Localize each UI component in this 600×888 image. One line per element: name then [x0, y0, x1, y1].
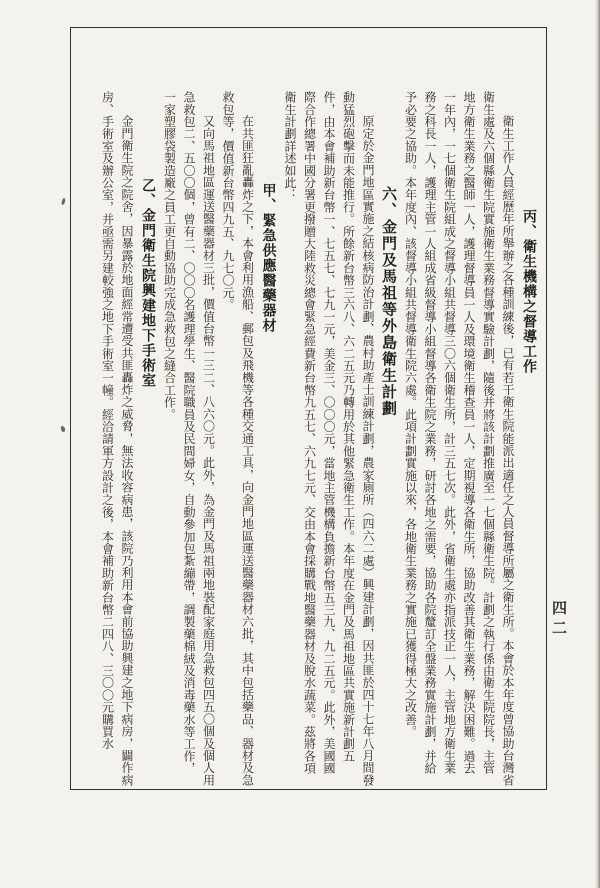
text-block	[82, 91, 540, 786]
section-heading-supervision: 丙、衛生機構之督導工作	[521, 208, 537, 374]
scan-speck	[60, 426, 65, 433]
page-number: 四二	[550, 600, 568, 640]
paragraph-medical-supplies-2: 又向馬祖地區運送醫藥器材三批，價值台幣一三二、八六〇元。此外，為金門及馬祖兩地裝配家庭用急救包四五〇個及個人用急救包二、五〇〇個，曾有二、〇〇〇名護理學生、醫院職員及民間婦女，自動參加包紮繃帶，調製藥棉絨及消毒藥水等工作，一家塑膠袋製造廠之員工更自動協助完成急救包之縫合工作。	[162, 91, 216, 786]
section-heading-emergency-medical-supplies: 甲、緊急供應醫藥器材	[260, 183, 277, 334]
paragraph-medical-supplies-1: 在共匪狂亂轟炸之下，本會利用漁船、郵包及飛機等各種交通工具，向金門地區運送醫藥器材六批，其中包括藥品、器材及急救包等，價值新台幣四九五、九七〇元。	[221, 91, 255, 786]
scan-speck	[61, 198, 66, 206]
section-heading-underground-operating-room: 乙、金門衛生院興建地下手術室	[140, 177, 156, 388]
section-heading-offshore-islands: 六、金門及馬祖等外島衛生計劃	[380, 185, 398, 417]
paragraph-offshore-body: 原定於金門地區實施之結核病防治計劃、農村助產士訓練計劃，農家廁所（四六二處）興建計劃，因共匪於四十七年八月間發動猛烈砲擊而未能推行。所餘新台幣三六八、六二五元乃轉用於其他緊急衛生工作。本年度在金門及馬祖地區共實施新計劃五件，由本會補助新台幣一、七五七、七九一元，美金三、〇〇〇元，當地主管機構負擔新台幣五三九、九二五元。此外，美國國際合作總署中國分署更撥贈大陸救災總會緊急經費新台幣九五七、六九七元、交由本會採購戰地醫藥器材及脫水蔬菜。茲將各項衛生計劃詳述如此：	[283, 91, 375, 786]
scan-edge-shadow	[595, 0, 600, 888]
paragraph-underground-or-body: 金門衛生院之院舍，因暴露於地面經常遭受共匪轟炸之威脅，無法收容病患，該院乃利用本會前協助興建之地下病房，闢作病房、手術室及辦公室，并亟需另建較強之地下手術室一幢。經洽請軍方設計之後，本會補助新台幣二四八、三〇〇元購買水	[100, 91, 134, 786]
paragraph-supervision-body: 衛生工作人員經歷年所舉辦之各種訓練後，已有若干衛生院能派出適任之人員督導所屬之衛生所。本會於本年度曾協助台灣省衛生處及六個縣衛生院實施衛生業務督導實驗計劃，隨後并將該計劃推廣至一七個縣衛生院。計劃之執行係由衛生院院長，主管地方衛生業務之醫師一人，護理督導員一人及環境衛生稽查員一人，定期視導各衛生所，協助改善其衛生業務，解決困難。過去一年內，一七個衛生院組成之督導小組共督導三〇六個衛生所，計三五七次。此外，省衛生處亦指派技正一人，主管地方衛生業務之科長一人，護理主管一人組成省級督導小組督導各衛生院之業務，研討各地之需要，協助各院釐訂全盤業務實施計劃，并給予必要之協助。本年度內、該督導小組共督導衛生院六處。此項計劃實施以來，各地衛生業務之實施已獲得極大之改善。	[403, 91, 515, 786]
page-frame	[70, 27, 547, 790]
